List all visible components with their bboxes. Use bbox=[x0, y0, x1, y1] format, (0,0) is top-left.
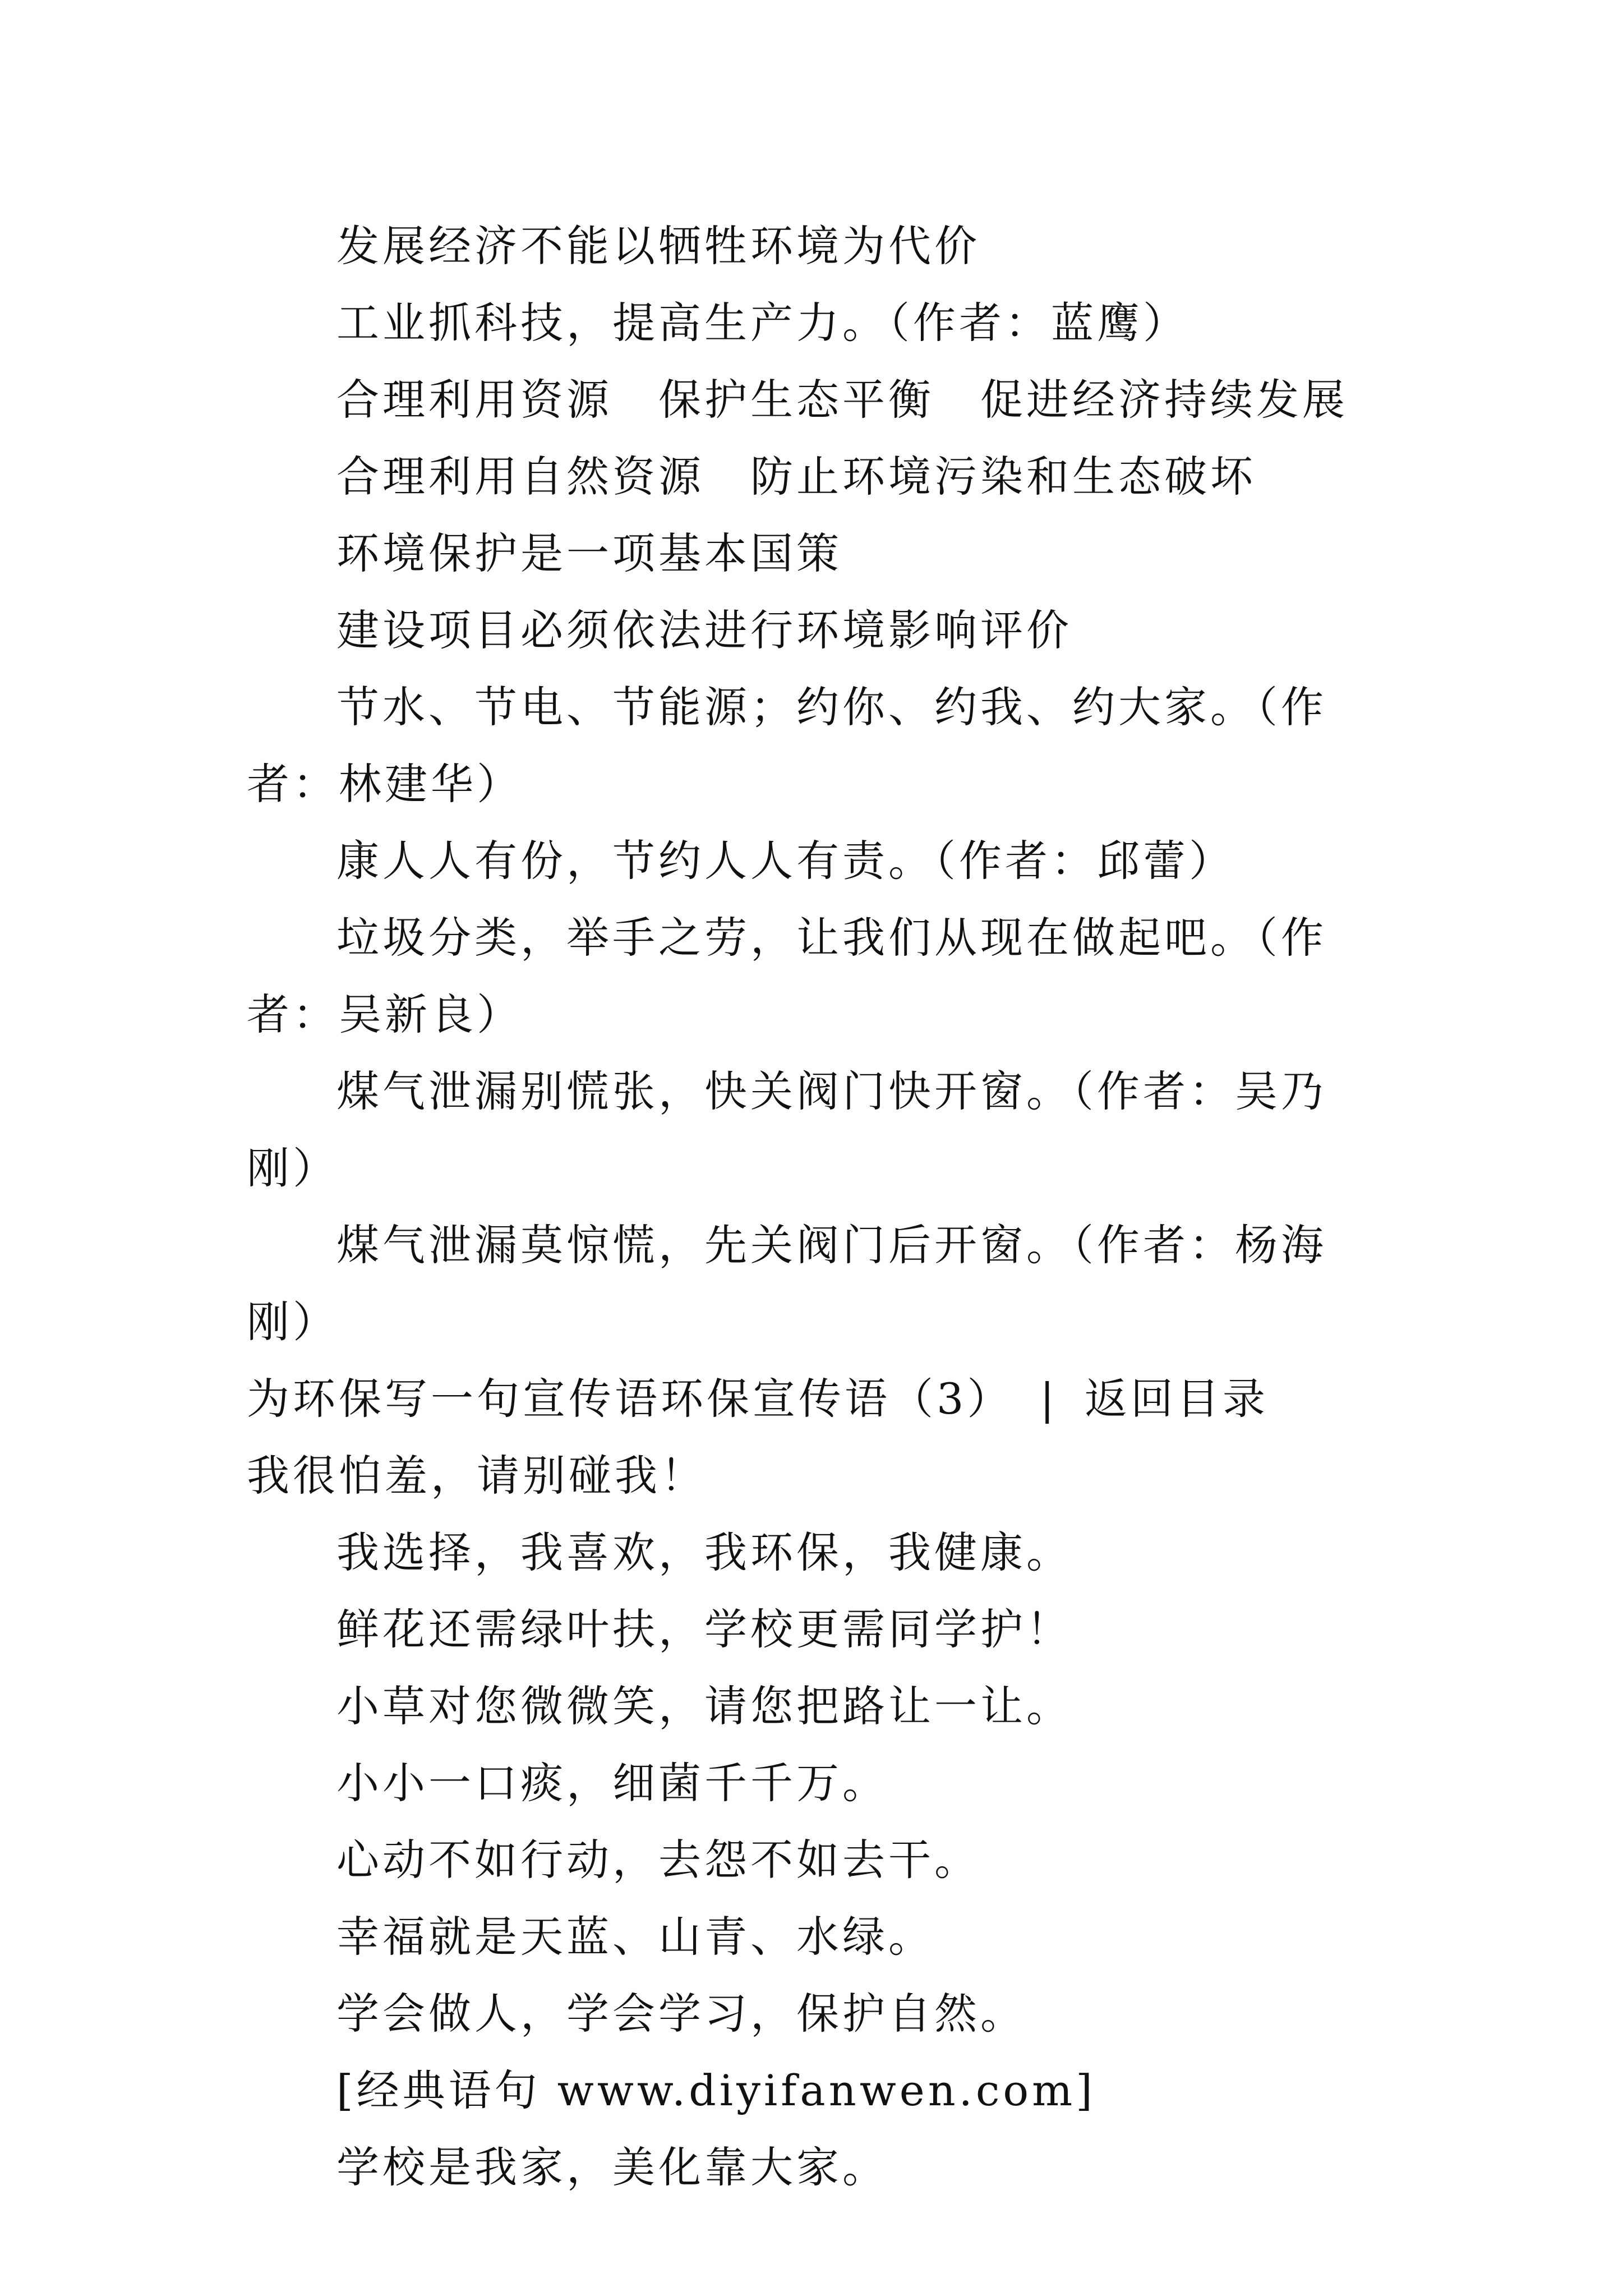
slogan-paragraph: 煤气泄漏别慌张，快关阀门快开窗。（作者：吴乃刚） bbox=[247, 1066, 1327, 1193]
section-title: 为环保写一句宣传语环保宣传语（3） bbox=[247, 1374, 1013, 1424]
slogan-paragraph: 发展经济不能以牺牲环境为代价 bbox=[336, 221, 980, 271]
slogan-paragraph: 学会做人，学会学习，保护自然。 bbox=[336, 1989, 1026, 2039]
slogan-paragraph: 学校是我家，美化靠大家。 bbox=[336, 2142, 888, 2192]
slogan-paragraph: 节水、节电、节能源；约你、约我、约大家。（作者：林建华） bbox=[247, 682, 1327, 809]
back-to-contents-link[interactable]: 返回目录 bbox=[1084, 1374, 1269, 1424]
slogan-inline: 我很怕羞，请别碰我！ bbox=[247, 1451, 707, 1501]
slogan-paragraph: 小草对您微微笑，请您把路让一让。 bbox=[336, 1681, 1072, 1731]
slogan-paragraph: 我选择，我喜欢，我环保，我健康。 bbox=[336, 1527, 1072, 1577]
slogan-paragraph: 建设项目必须依法进行环境影响评价 bbox=[336, 605, 1072, 655]
slogan-paragraph: 煤气泄漏莫惊慌，先关阀门后开窗。（作者：杨海刚） bbox=[247, 1220, 1327, 1347]
slogan-paragraph: 幸福就是天蓝、山青、水绿。 bbox=[336, 1912, 934, 1962]
slogan-paragraph: 合理利用自然资源 防止环境污染和生态破坏 bbox=[336, 452, 1256, 501]
slogan-paragraph: 鲜花还需绿叶扶，学校更需同学护！ bbox=[336, 1604, 1072, 1654]
section-heading-line bbox=[247, 1360, 1380, 1514]
separator: | bbox=[1040, 1374, 1058, 1424]
slogan-paragraph: 康人人有份，节约人人有责。（作者：邱蕾） bbox=[336, 836, 1235, 886]
slogan-paragraph: 环境保护是一项基本国策 bbox=[336, 528, 842, 578]
slogan-paragraph: 工业抓科技，提高生产力。（作者：蓝鹰） bbox=[336, 298, 1189, 348]
slogan-paragraph: 心动不如行动，去怨不如去干。 bbox=[336, 1835, 980, 1885]
slogan-paragraph: 垃圾分类，举手之劳，让我们从现在做起吧。（作者：吴新良） bbox=[247, 913, 1327, 1039]
slogan-paragraph: 小小一口痰，细菌千千万。 bbox=[336, 1758, 888, 1808]
document-body bbox=[247, 208, 1380, 2206]
source-note: [经典语句 www.diyifanwen.com] bbox=[336, 2065, 1096, 2115]
slogan-paragraph: 合理利用资源 保护生态平衡 促进经济持续发展 bbox=[336, 375, 1348, 425]
